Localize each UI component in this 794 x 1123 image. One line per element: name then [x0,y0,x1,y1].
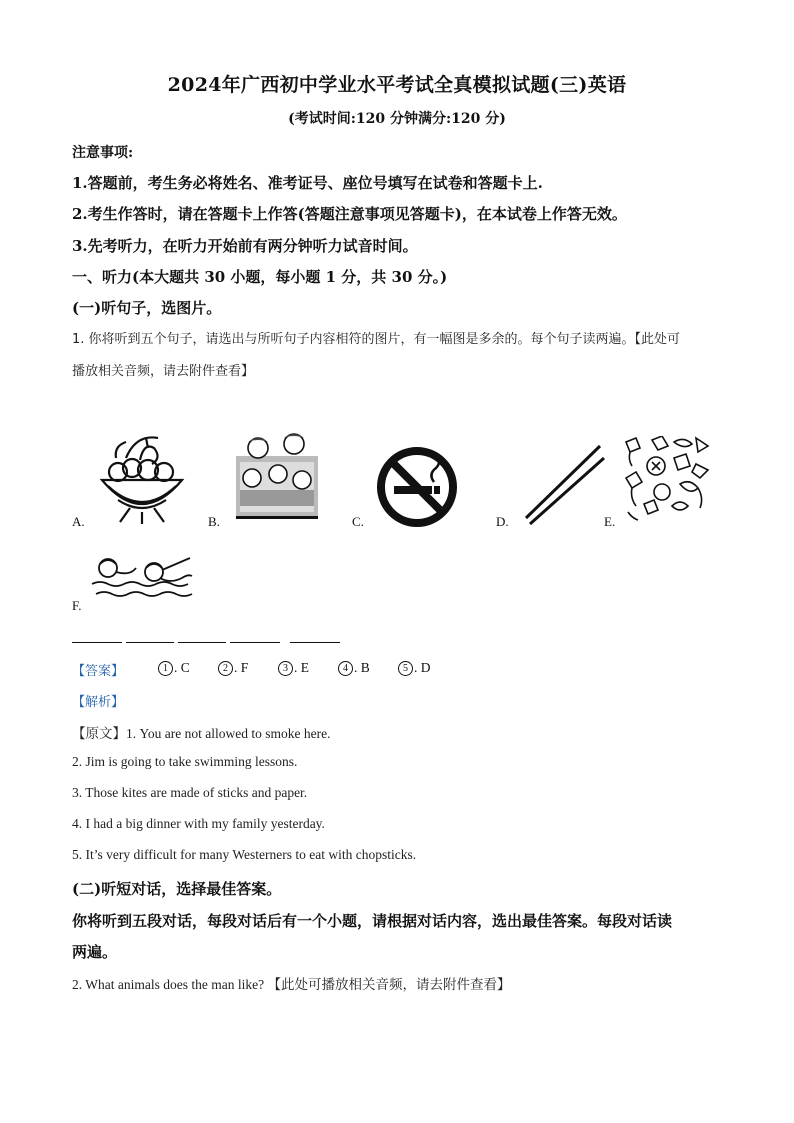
page-title: 2024年广西初中学业水平考试全真模拟试题(三)英语 [167,74,627,96]
transcript-line-4: 4. I had a big dinner with my family yesterday. [72,816,325,831]
answer-blank-3 [178,642,226,643]
kites-icon [622,436,712,522]
family-dinner-icon [234,432,320,524]
section-1-heading: 一、听力(本大题共 30 小题，每小题 1 分，共 30 分。) [72,268,448,286]
picture-d-label: D. [496,514,509,529]
no-smoking-icon [376,446,458,528]
picture-a-label: A. [72,514,85,529]
part-1-heading: (一)听句子，选图片。 [72,299,222,317]
answer-blank-5 [290,642,340,643]
analysis-tag: 【解析】 [72,695,125,710]
part-2-instructions-line-1: 你将听到五段对话，每段对话后有一个小题，请根据对话内容，选出最佳答案。每段对话读 [72,912,673,930]
question-2: 2. What animals does the man like? 【此处可播放相关音频，请去附件查看】 [72,977,511,992]
answer-item: 3 . E [278,660,309,676]
part-2-instructions-line-2: 两遍。 [72,943,118,961]
question-1-instructions-line-2: 播放相关音频，请去附件查看】 [72,364,255,379]
chopsticks-icon [522,444,606,526]
picture-c-label: C. [352,514,364,529]
transcript-line-5: 5. It’s very difficult for many Westerners to eat with chopsticks. [72,847,417,862]
question-1-instructions-line-1: 1. 你将听到五个句子，请选出与所听句子内容相符的图片，有一幅图是多余的。每个句子读两遍。【此处可 [72,332,681,347]
transcript-line-3: 3. Those kites are made of sticks and paper. [72,785,308,800]
answer-item: 2 . F [218,660,248,676]
picture-b-label: B. [208,514,220,529]
note-item-2: 2.考生作答时，请在答题卡上作答(答题注意事项见答题卡)，在本试卷上作答无效。 [72,205,627,223]
picture-f-label: F. [72,598,82,613]
page-subtitle: (考试时间:120 分钟满分:120 分) [288,111,506,127]
answer-blank-2 [126,642,174,643]
transcript-line-1: 【原文】1. You are not allowed to smoke here. [72,726,331,741]
transcript-line-2: 2. Jim is going to take swimming lessons. [72,754,298,769]
picture-e-label: E. [604,514,616,529]
answer-item: 4 . B [338,660,370,676]
part-2-heading: (二)听短对话，选择最佳答案。 [72,880,282,898]
answer-item: 5 . D [398,660,431,676]
notes-heading: 注意事项: [72,145,134,161]
answer-item: 1 . C [158,660,190,676]
answer-blank-4 [230,642,280,643]
answer-tag: 【答案】 [72,664,125,679]
note-item-3: 3.先考听力，在听力开始前有两分钟听力试音时间。 [72,237,418,255]
answer-blank-1 [72,642,122,643]
fruit-basket-icon [96,428,188,524]
swimming-icon [90,554,194,602]
note-item-1: 1.答题前，考生务必将姓名、准考证号、座位号填写在试卷和答题卡上. [72,174,543,192]
